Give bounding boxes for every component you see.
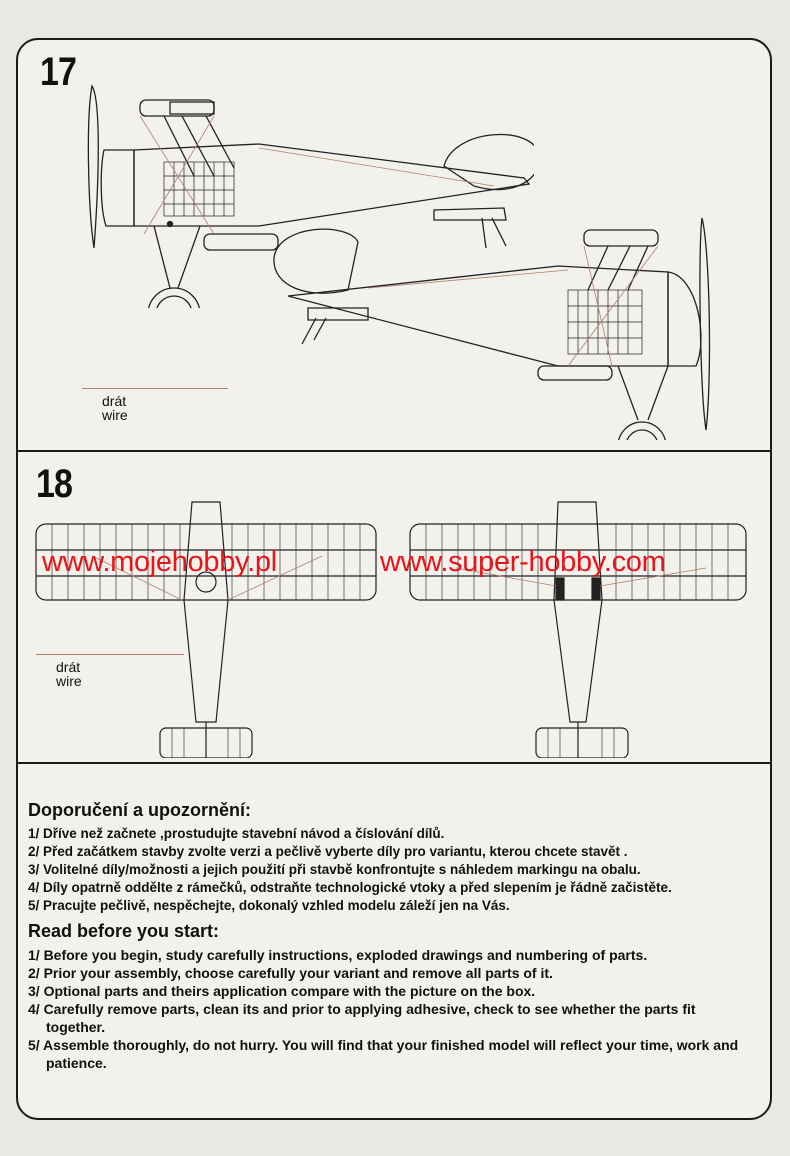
- side-view-right-illustration: [268, 190, 728, 440]
- instructions-text: [28, 800, 768, 1072]
- watermark-superhobby-link[interactable]: www.super-hobby.com: [380, 546, 666, 578]
- wire-legend-line-2: [36, 654, 184, 655]
- english-item-4: 4/ Carefully remove parts, clean its and prior to applying adhesive, check to see whether the parts fit together.: [28, 1001, 696, 1035]
- czech-item-4: 4/ Díly opatrně oddělte z rámečků, odstraňte technologické vtoky a před slepením je řádně začistěte.: [28, 880, 672, 895]
- bottom-view-illustration: [406, 496, 756, 758]
- english-item-2: 2/ Prior your assembly, choose carefully your variant and remove all parts of it.: [28, 965, 553, 981]
- english-heading: Read before you start:: [28, 921, 220, 941]
- czech-item-2: 2/ Před začátkem stavby zvolte verzi a pečlivě vyberte díly pro variantu, kterou chcete stavět .: [28, 844, 628, 859]
- czech-item-5: 5/ Pracujte pečlivě, nespěchejte, dokonalý vzhled modelu záleží jen na Vás.: [28, 898, 510, 913]
- czech-item-3: 3/ Volitelné díly/možnosti a jejich použití při stavbě konfrontujte s náhledem markingu na obalu.: [28, 862, 641, 877]
- wire-label-english-2: wire: [56, 673, 82, 689]
- wire-label-czech: drát: [102, 393, 127, 409]
- english-item-3: 3/ Optional parts and theirs application compare with the picture on the box.: [28, 983, 536, 999]
- czech-heading: Doporučení a upozornění:: [28, 800, 251, 820]
- czech-item-1: 1/ Dříve než začnete ,prostudujte stavební návod a číslování dílů.: [28, 826, 445, 841]
- section-divider: [18, 450, 770, 452]
- english-item-1: 1/ Before you begin, study carefully instructions, exploded drawings and numbering of parts.: [28, 947, 648, 963]
- step-17-number: 17: [40, 50, 77, 94]
- wire-legend-line: [82, 388, 228, 389]
- top-view-illustration: [32, 496, 382, 758]
- english-item-5: 5/ Assemble thoroughly, do not hurry. You will find that your finished model will reflect your time, work and patience.: [28, 1037, 739, 1071]
- wire-label-czech-2: drát: [56, 659, 81, 675]
- watermark-mojehobby-link[interactable]: www.mojehobby.pl: [42, 546, 277, 578]
- section-divider-2: [18, 762, 770, 764]
- step-18-number: 18: [36, 462, 73, 506]
- wire-label-english: wire: [102, 407, 128, 423]
